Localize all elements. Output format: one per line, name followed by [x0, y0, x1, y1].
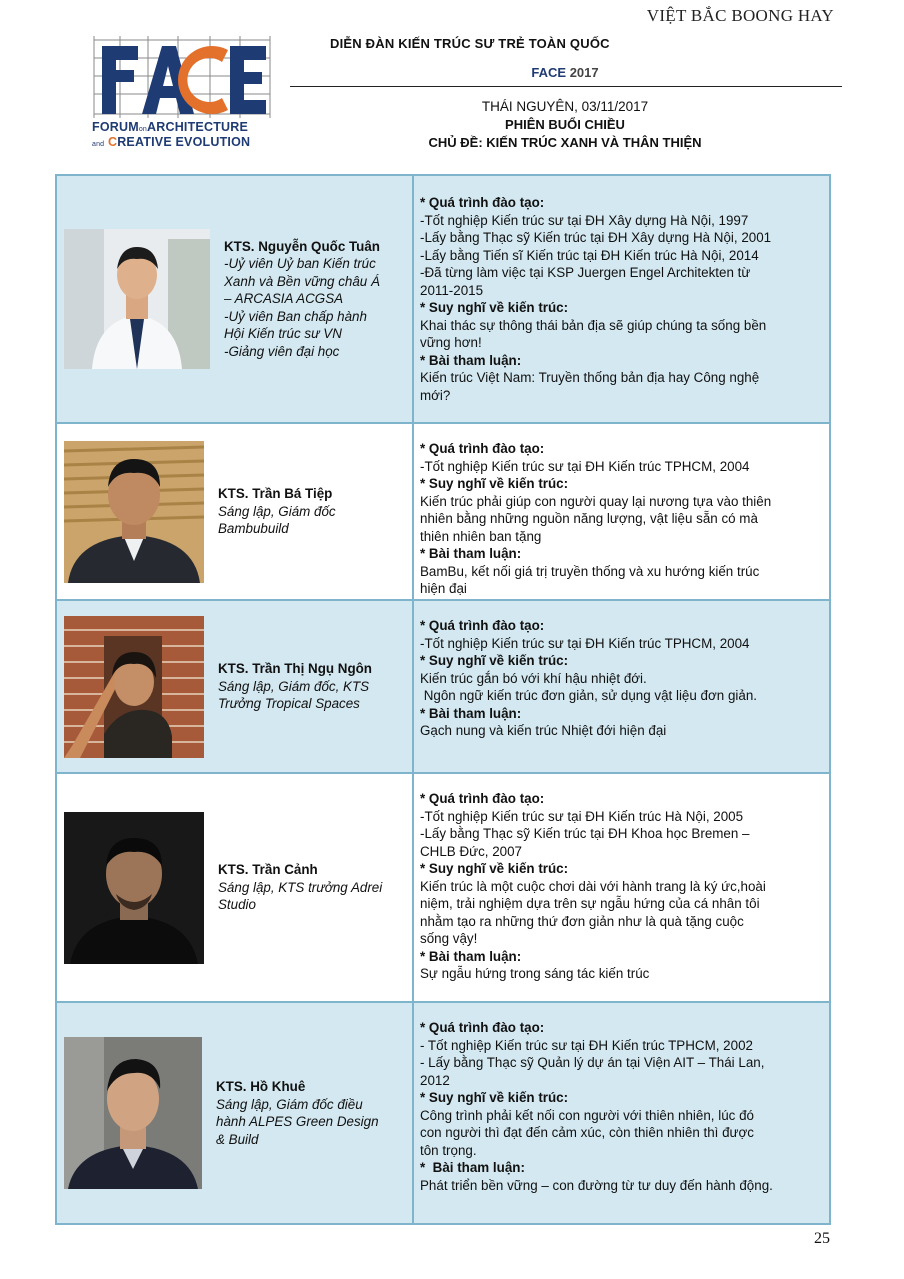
speaker-profile	[57, 1003, 414, 1223]
talk-line: hiện đại	[420, 581, 467, 596]
speaker-row	[57, 422, 829, 599]
speaker-name: KTS. Trần Thị Ngụ Ngôn	[218, 661, 372, 677]
speaker-row	[57, 176, 829, 422]
training-line: CHLB Đức, 2007	[420, 843, 522, 859]
page-number: 25	[814, 1230, 830, 1247]
speaker-row	[57, 772, 829, 1001]
event-date: THÁI NGUYÊN, 03/11/2017	[481, 99, 649, 114]
thoughts-heading: * Suy nghĩ về kiến trúc:	[420, 476, 569, 491]
face-logo-graphic	[90, 36, 275, 120]
talk-line: mới?	[420, 387, 451, 403]
speaker-info	[204, 485, 344, 538]
talk-line: Phát triển bền vững – con đường từ tư duy đến hành động.	[420, 1177, 773, 1193]
thoughts-line: tôn trọng.	[420, 1142, 477, 1158]
speaker-role: – ARCASIA ACGSA	[224, 291, 344, 307]
speaker-role: Bambubuild	[218, 521, 289, 537]
speaker-role: Sáng lập, Giám đốc	[218, 503, 336, 519]
speaker-name: KTS. Trần Cảnh	[218, 862, 318, 878]
training-line: 2011-2015	[420, 282, 484, 298]
event-label: FACE 2017	[531, 65, 599, 80]
training-line: -Lấy bằng Thạc sỹ Kiến trúc tại ĐH Khoa học Bremen –	[420, 826, 750, 841]
thoughts-line: Kiến trúc gắn bó với khí hậu nhiệt đới.	[420, 670, 647, 686]
training-heading: * Quá trình đào tạo:	[420, 1020, 545, 1035]
talk-heading: * Bài tham luận:	[420, 705, 522, 721]
publisher-name: VIỆT BẮC BOONG HAY	[646, 6, 834, 25]
talk-line: Sự ngẫu hứng trong sáng tác kiến trúc	[420, 966, 650, 981]
training-line: -Tốt nghiệp Kiến trúc sư tại ĐH Kiến trúc TPHCM, 2004	[420, 635, 750, 651]
training-line: -Đã từng làm việc tại KSP Juergen Engel Architekten từ	[420, 265, 751, 280]
session-theme: CHỦ ĐỀ: KIẾN TRÚC XANH VÀ THÂN THIỆN	[428, 135, 702, 150]
speaker-photo	[64, 1037, 202, 1189]
speaker-photo	[64, 812, 204, 964]
training-line: 2012	[420, 1072, 450, 1088]
speaker-name: KTS. Nguyễn Quốc Tuân	[224, 238, 380, 254]
thoughts-heading: * Suy nghĩ về kiến trúc:	[420, 1090, 569, 1105]
thoughts-line: nhằm tạo ra những thứ đơn giản như là quà tặng cuộc	[420, 913, 744, 929]
thoughts-line: Khai thác sự thông thái bản địa sẽ giúp chúng ta sống bền	[420, 317, 767, 333]
talk-line: Kiến trúc Việt Nam: Truyền thống bản địa hay Công nghệ	[420, 370, 760, 385]
thoughts-line: sống vậy!	[420, 931, 478, 946]
logo-text-line1: FORUMonARCHITECTURE	[92, 120, 249, 134]
training-heading: * Quá trình đào tạo:	[420, 195, 545, 210]
speaker-row	[57, 1001, 829, 1223]
thoughts-heading: * Suy nghĩ về kiến trúc:	[420, 861, 569, 876]
training-line: -Tốt nghiệp Kiến trúc sư tại ĐH Xây dựng Hà Nội, 1997	[420, 212, 749, 228]
speaker-details	[414, 176, 829, 422]
speaker-role: Hội Kiến trúc sư VN	[224, 326, 342, 342]
training-line: - Lấy bằng Thạc sỹ Quản lý dự án tại Viện AIT – Thái Lan,	[420, 1055, 765, 1070]
training-heading: * Quá trình đào tạo:	[420, 441, 545, 456]
thoughts-line: Kiến trúc là một cuộc chơi dài với hành trang là ký ức,hoài	[420, 878, 766, 894]
speaker-role: Sáng lập, Giám đốc điều	[216, 1096, 363, 1112]
speaker-info	[202, 1078, 387, 1148]
speaker-photo	[64, 616, 204, 758]
thoughts-line: thiên nhiên ban tặng	[420, 528, 542, 544]
speaker-info	[204, 861, 390, 914]
speaker-details	[414, 1003, 829, 1223]
logo-text-line2: and CREATIVE EVOLUTION	[92, 135, 251, 149]
training-heading: * Quá trình đào tạo:	[420, 791, 545, 806]
speaker-role: Sáng lập, KTS trưởng Adrei	[218, 879, 383, 895]
thoughts-heading: * Suy nghĩ về kiến trúc:	[420, 653, 569, 668]
header-divider	[290, 86, 842, 87]
thoughts-heading: * Suy nghĩ về kiến trúc:	[420, 300, 569, 315]
face-logo	[90, 36, 275, 154]
speaker-info	[210, 238, 388, 361]
speaker-name: KTS. Hồ Khuê	[216, 1079, 306, 1094]
talk-heading: * Bài tham luận:	[420, 352, 522, 368]
training-line: -Tốt nghiệp Kiến trúc sư tại ĐH Kiến trúc TPHCM, 2004	[420, 458, 750, 474]
speaker-role: Xanh và Bền vững châu Á	[224, 273, 380, 289]
thoughts-line: Công trình phải kết nối con người với thiên nhiên, lúc đó	[420, 1107, 754, 1123]
speaker-role: hành ALPES Green Design	[216, 1114, 379, 1129]
speaker-role: -Uỷ viên Ban chấp hành	[224, 308, 367, 324]
forum-title: DIỄN ĐÀN KIẾN TRÚC SƯ TRẺ TOÀN QUỐC	[330, 36, 610, 51]
training-line: -Lấy bằng Thạc sỹ Kiến trúc tại ĐH Xây dựng Hà Nội, 2001	[420, 230, 772, 245]
thoughts-line: Kiến trúc phải giúp con người quay lại nương tựa vào thiên	[420, 493, 772, 509]
speaker-table	[55, 174, 831, 1225]
talk-line: Gạch nung và kiến trúc Nhiệt đới hiện đại	[420, 723, 667, 738]
thoughts-line: vững hơn!	[420, 335, 482, 350]
speaker-details	[414, 774, 829, 1001]
session-title: PHIÊN BUỔI CHIỀU	[505, 117, 625, 132]
training-line: -Tốt nghiệp Kiến trúc sư tại ĐH Kiến trúc Hà Nội, 2005	[420, 808, 744, 824]
training-line: - Tốt nghiệp Kiến trúc sư tại ĐH Kiến trúc TPHCM, 2002	[420, 1037, 753, 1053]
speaker-photo	[64, 441, 204, 583]
speaker-profile	[57, 424, 414, 599]
thoughts-line: Ngôn ngữ kiến trúc đơn giản, sử dụng vật liệu đơn giản.	[420, 688, 757, 703]
talk-heading: * Bài tham luận:	[420, 948, 522, 964]
thoughts-line: nhiên bằng những nguồn năng lượng, vật liệu sẵn có mà	[420, 511, 758, 526]
speaker-details	[414, 601, 829, 772]
speaker-details	[414, 424, 829, 599]
thoughts-line: con người thì đạt đến cảm xúc, còn thiên nhiên thì được	[420, 1125, 754, 1140]
talk-heading: * Bài tham luận:	[420, 1160, 525, 1175]
speaker-profile	[57, 774, 414, 1001]
talk-line: BamBu, kết nối giá trị truyền thống và xu hướng kiến trúc	[420, 563, 760, 579]
thoughts-line: niệm, trải nghiệm dựa trên sự ngẫu hứng của cá nhân tôi	[420, 896, 760, 911]
speaker-role: -Giảng viên đại học	[224, 343, 340, 359]
speaker-role: Studio	[218, 897, 256, 913]
talk-heading: * Bài tham luận:	[420, 546, 522, 561]
training-heading: * Quá trình đào tạo:	[420, 618, 545, 633]
speaker-photo	[64, 229, 210, 369]
speaker-role: -Uỷ viên Uỷ ban Kiến trúc	[224, 256, 376, 272]
speaker-info	[204, 660, 380, 713]
speaker-profile	[57, 601, 414, 772]
speaker-profile	[57, 176, 414, 422]
training-line: -Lấy bằng Tiến sĩ Kiến trúc tại ĐH Kiến trúc Hà Nội, 2014	[420, 247, 759, 263]
speaker-role: Trưởng Tropical Spaces	[218, 696, 360, 712]
speaker-row	[57, 599, 829, 772]
speaker-name: KTS. Trần Bá Tiệp	[218, 486, 333, 502]
speaker-role: Sáng lập, Giám đốc, KTS	[218, 678, 370, 694]
speaker-role: & Build	[216, 1131, 259, 1147]
